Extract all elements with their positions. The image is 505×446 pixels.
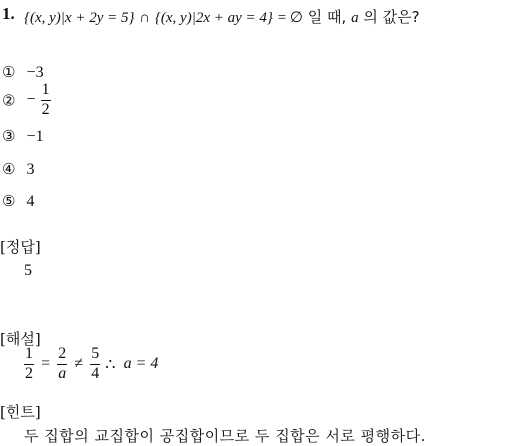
hint-label: [힌트] <box>0 403 41 421</box>
answer-value: 5 <box>24 262 32 279</box>
answer-label: [정답] <box>0 238 41 256</box>
fraction-denominator: 4 <box>91 364 100 382</box>
choice-sign: − <box>26 91 36 109</box>
fraction-numerator: 1 <box>25 345 33 362</box>
choice-mark: ④ <box>2 160 16 178</box>
choice-1[interactable] <box>2 62 44 82</box>
hint-text: 두 집합의 교집합이 공집합이므로 두 집합은 서로 평행하다. <box>24 427 426 445</box>
empty-set: = ∅ <box>277 10 303 26</box>
choice-mark: ⑤ <box>2 192 16 210</box>
choice-mark: ③ <box>2 127 16 145</box>
explanation-fraction-2 <box>57 346 67 383</box>
explanation-result: a = 4 <box>123 355 159 373</box>
set-two: {(x, y)|2x + ay = 4} <box>154 10 273 26</box>
fraction-numerator: 5 <box>91 345 100 362</box>
question-korean-when: 일 때, <box>307 8 347 26</box>
explanation-formula <box>24 346 158 383</box>
choice-3[interactable] <box>2 126 44 146</box>
explanation-fraction-1 <box>24 346 34 383</box>
choice-value: 4 <box>26 193 35 210</box>
question-korean-value: 의 값은? <box>363 8 420 26</box>
choice-mark: ① <box>2 63 16 81</box>
choice-value: −3 <box>26 64 44 81</box>
therefore-symbol: ∴ <box>105 356 116 374</box>
question-variable: a <box>351 10 359 26</box>
question-number: 1. <box>2 4 15 23</box>
equals-sign: = <box>41 355 51 373</box>
fraction-denominator: 2 <box>41 100 50 118</box>
choice-5[interactable] <box>2 191 35 211</box>
choice-fraction <box>41 82 51 119</box>
explanation-fraction-3 <box>90 346 100 383</box>
question-text <box>24 6 420 27</box>
choice-2[interactable] <box>2 82 51 119</box>
fraction-denominator: 2 <box>25 364 33 382</box>
explanation-label: [해설] <box>0 330 41 348</box>
choice-4[interactable] <box>2 159 35 179</box>
fraction-denominator: a <box>58 364 67 382</box>
choice-value: −1 <box>26 128 44 145</box>
choice-value: 3 <box>26 161 35 178</box>
not-equal-sign: ≠ <box>74 355 84 373</box>
fraction-numerator: 2 <box>58 345 67 362</box>
intersection-symbol: ∩ <box>139 10 151 26</box>
fraction-numerator: 1 <box>41 81 50 98</box>
set-one: {(x, y)|x + 2y = 5} <box>24 10 135 26</box>
choice-mark: ② <box>2 91 16 110</box>
